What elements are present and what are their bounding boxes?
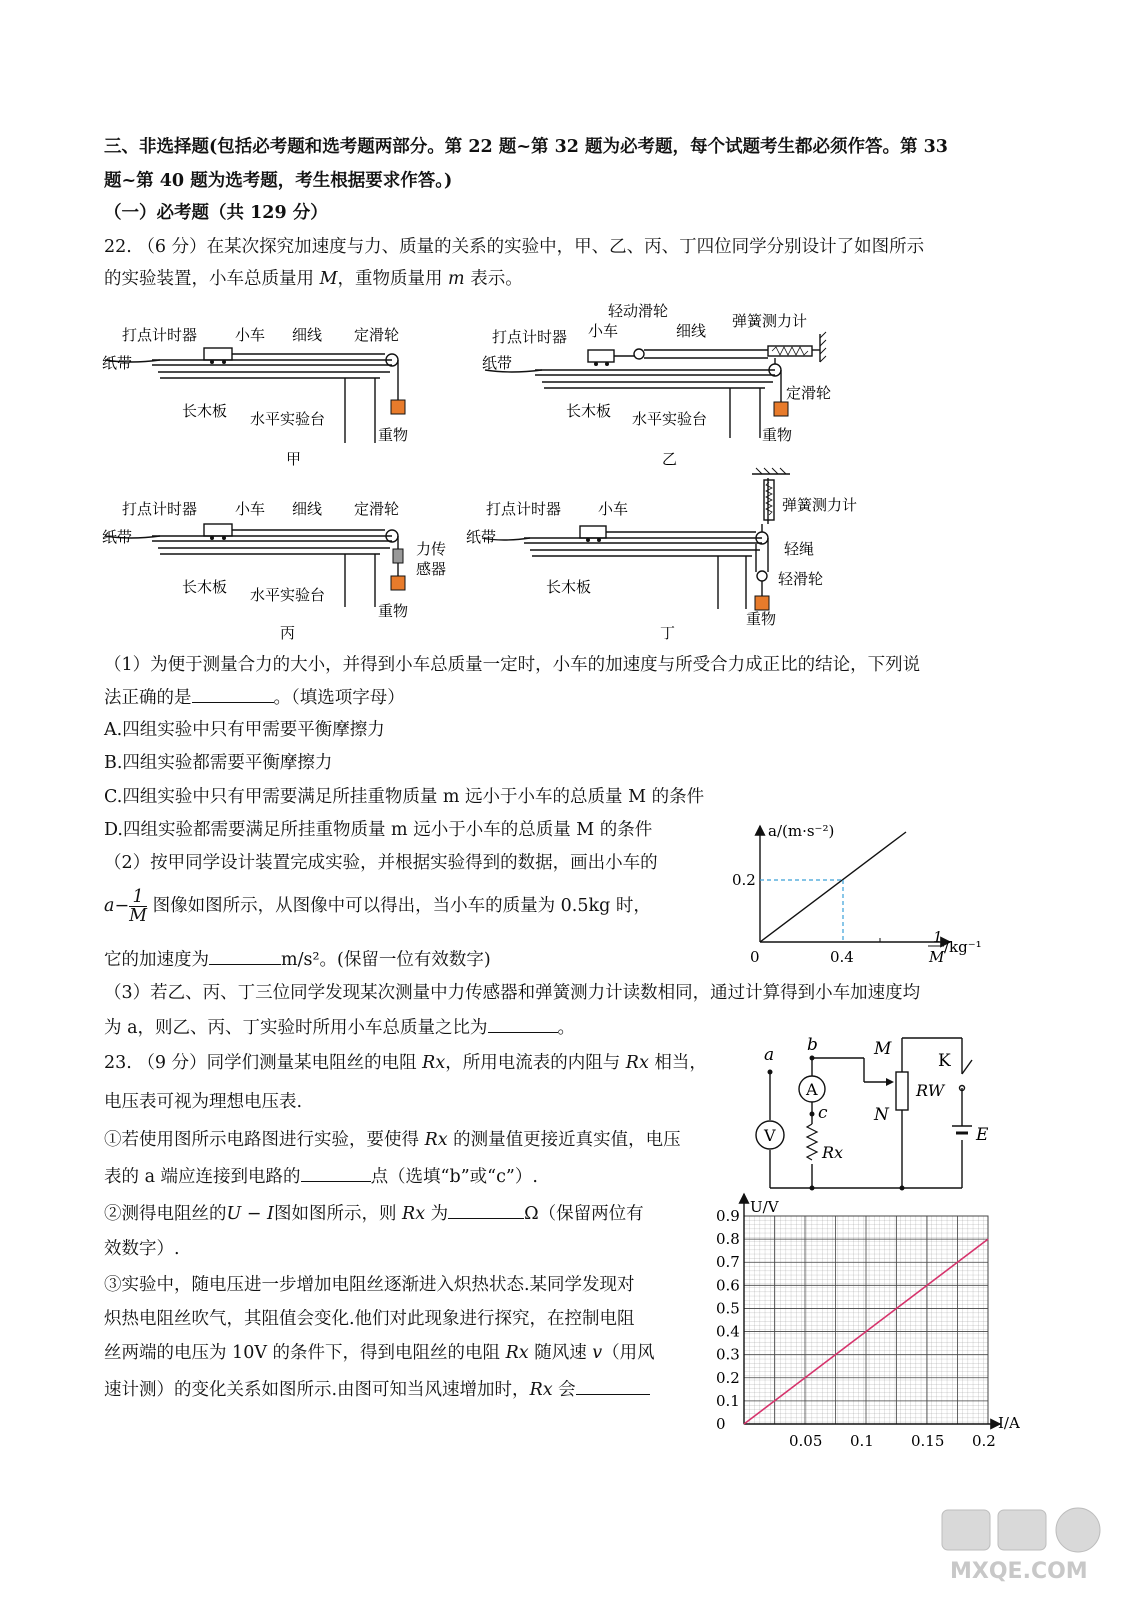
q22-option-a: A.四组实验中只有甲需要平衡摩擦力 xyxy=(104,720,385,740)
label-sensor-bing-2: 感器 xyxy=(416,560,447,578)
u-i-ytick-label: 0 xyxy=(716,1415,726,1433)
q22-p3-line1: （3）若乙、丙、丁三位同学发现某次测量中力传感器和弹簧测力计读数相同，通过计算得到小车加速度均 xyxy=(104,983,921,1003)
label-timer-jia: 打点计时器 xyxy=(122,326,198,344)
q23-step3-line4: 速计测）的变化关系如图所示.由图可知当风速增加时，Rx 会 xyxy=(104,1376,650,1403)
label-string-bing: 细线 xyxy=(292,500,323,518)
label-board-yi: 长木板 xyxy=(566,402,612,420)
label-weight-ding: 重物 xyxy=(746,610,777,628)
voltmeter-label: V xyxy=(764,1126,776,1145)
label-spring-scale-ding: 弹簧测力计 xyxy=(782,496,858,514)
label-tape-bing: 纸带 xyxy=(102,528,133,546)
label-cart-jia: 小车 xyxy=(235,326,266,344)
label-cart-bing: 小车 xyxy=(235,500,266,518)
a-graph-ytick: 0.2 xyxy=(732,871,756,889)
label-pulley-jia: 定滑轮 xyxy=(354,326,400,344)
a-vs-inverse-mass-graph xyxy=(730,818,1000,968)
q22-p1-line1: （1）为便于测量合力的大小，并得到小车总质量一定时，小车的加速度与所受合力成正比的结论，下列说 xyxy=(104,655,921,675)
u-i-xtick-label: 0.05 xyxy=(789,1432,823,1450)
u-i-ytick-label: 0.6 xyxy=(716,1276,740,1295)
q23-step3-line3: 丝两端的电压为 10V 的条件下，得到电阻丝的电阻 Rx 随风速 v（用风 xyxy=(104,1343,655,1363)
label-tape-jia: 纸带 xyxy=(102,354,133,372)
u-i-ytick-label: 0.5 xyxy=(716,1299,740,1318)
q23-line2: 电压表可视为理想电压表. xyxy=(104,1092,303,1112)
q22-p3-answer-blank[interactable] xyxy=(488,1014,558,1033)
label-tape-yi: 纸带 xyxy=(482,354,513,372)
u-i-ytick-label: 0.3 xyxy=(716,1345,740,1364)
weight-block-yi xyxy=(774,402,788,416)
switch-k-label: K xyxy=(938,1051,951,1071)
label-pulley-yi: 定滑轮 xyxy=(786,384,832,402)
q22-p1-line2: 法正确的是 。（填选项字母） xyxy=(104,684,405,711)
u-i-ytick-label: 0.1 xyxy=(716,1391,740,1410)
label-cart-ding: 小车 xyxy=(598,500,629,518)
node-m-label: M xyxy=(874,1039,892,1059)
u-i-xtick-label: 0.15 xyxy=(911,1432,945,1450)
label-table-jia: 水平实验台 xyxy=(250,410,326,428)
label-timer-yi: 打点计时器 xyxy=(492,328,568,346)
u-i-ylabel: U/V xyxy=(750,1198,779,1216)
q22-p2-line3: 它的加速度为 m/s²。(保留一位有效数字) xyxy=(104,946,491,973)
watermark-logo xyxy=(936,1506,1116,1586)
q22-p3-line2: 为 a，则乙、丙、丁实验时所用小车总质量之比为 。 xyxy=(104,1014,575,1041)
u-i-ytick-label: 0.9 xyxy=(716,1207,740,1225)
section-heading-line1: 三、非选择题(包括必考题和选考题两部分。第 22 题~第 32 题为必考题，每个试题考生都必须作答。第 33 xyxy=(104,137,948,157)
q22-option-c: C.四组实验中只有甲需要满足所挂重物质量 m 远小于小车的总质量 M 的条件 xyxy=(104,787,705,807)
label-board-bing: 长木板 xyxy=(182,578,228,596)
label-weight-yi: 重物 xyxy=(762,426,793,444)
node-a-label: a xyxy=(764,1045,775,1065)
q22-option-d: D.四组实验都需要满足所挂重物质量 m 远小于小车的总质量 M 的条件 xyxy=(104,820,653,840)
label-table-bing: 水平实验台 xyxy=(250,586,326,604)
a-graph-origin: 0 xyxy=(750,948,760,966)
label-timer-bing: 打点计时器 xyxy=(122,500,198,518)
u-i-ytick-label: 0.7 xyxy=(716,1253,740,1272)
label-rope-ding: 轻绳 xyxy=(784,540,815,558)
resistor-rx-symbol xyxy=(807,1124,817,1160)
q23-step3-line2: 炽热电阻丝吹气，其阻值会变化.他们对此现象进行探究，在控制电阻 xyxy=(104,1309,635,1329)
u-i-xtick-label: 0.2 xyxy=(972,1432,996,1450)
weight-block-jia xyxy=(391,400,405,414)
q22-intro-line2: 的实验装置，小车总质量用 M，重物质量用 m 表示。 xyxy=(104,269,523,289)
q23-step2-line1: ②测得电阻丝的U − I图如图所示，则 Rx 为 Ω（保留两位有 xyxy=(104,1200,644,1227)
ammeter-label: A xyxy=(806,1080,818,1099)
q22-option-b: B.四组实验都需要平衡摩擦力 xyxy=(104,753,333,773)
label-string-yi: 细线 xyxy=(676,322,707,340)
a-graph-xtick: 0.4 xyxy=(830,948,854,966)
apparatus-figure-jia xyxy=(100,318,430,468)
q22-p1-answer-blank[interactable] xyxy=(192,684,274,703)
rheostat-rw-label: RW xyxy=(916,1081,945,1100)
caption-yi: 乙 xyxy=(662,450,678,468)
u-i-ytick-label: 0.4 xyxy=(716,1322,740,1341)
u-i-xlabel: I/A xyxy=(998,1414,1020,1432)
q23-step2-line2: 效数字）. xyxy=(104,1239,180,1259)
a-graph-xlabel-unit: /kg⁻¹ xyxy=(944,938,982,956)
apparatus-figure-yi xyxy=(480,298,850,468)
a-graph-ylabel: a/(m·s⁻²) xyxy=(768,822,835,840)
q23-step1-line1: ①若使用图所示电路图进行实验，要使得 Rx 的测量值更接近真实值，电压 xyxy=(104,1130,681,1150)
caption-ding: 丁 xyxy=(660,624,676,642)
q23-step3-answer-blank[interactable] xyxy=(576,1376,650,1395)
force-sensor-bing xyxy=(393,549,403,563)
u-i-graph xyxy=(700,1190,1030,1450)
rheostat-symbol xyxy=(896,1072,908,1110)
resistor-rx-label: Rx xyxy=(822,1143,844,1162)
q23-step1-line2: 表的 a 端应连接到电路的 点（选填“b”或“c”）. xyxy=(104,1163,538,1190)
node-c-label: c xyxy=(818,1103,828,1123)
q22-p2-line2: a− $\frac{1}{M}$ 图像如图所示，从图像中可以得出，当小车的质量为 0.5kg 时， xyxy=(104,887,651,926)
caption-jia: 甲 xyxy=(286,450,302,468)
q23-line1: 23. （9 分）同学们测量某电阻丝的电阻 Rx，所用电流表的内阻与 Rx 相当， xyxy=(104,1053,707,1073)
q23-step1-answer-blank[interactable] xyxy=(301,1163,371,1182)
a-graph-xlabel-num: 1 xyxy=(933,928,943,946)
label-sensor-bing-1: 力传 xyxy=(416,540,447,558)
q22-p2-answer-blank[interactable] xyxy=(209,946,281,965)
subsection-heading: （一）必考题（共 129 分） xyxy=(104,203,328,223)
u-i-ytick-label: 0.2 xyxy=(716,1368,740,1387)
label-movable-pulley-yi: 轻动滑轮 xyxy=(608,302,669,320)
watermark-text: MXQE.COM xyxy=(950,1559,1088,1584)
label-timer-ding: 打点计时器 xyxy=(486,500,562,518)
label-table-yi: 水平实验台 xyxy=(632,410,708,428)
battery-e-label: E xyxy=(976,1125,989,1145)
label-pulley-bing: 定滑轮 xyxy=(354,500,400,518)
label-string-jia: 细线 xyxy=(292,326,323,344)
weight-block-ding xyxy=(755,596,769,610)
label-cart-yi: 小车 xyxy=(588,322,619,340)
q22-intro-line1: 22. （6 分）在某次探究加速度与力、质量的关系的实验中，甲、乙、丙、丁四位同学分别设计了如图所示 xyxy=(104,237,925,257)
a-graph-xlabel-den: M xyxy=(929,948,945,966)
circuit-diagram xyxy=(752,1030,1002,1195)
u-i-ytick-label: 0.8 xyxy=(716,1230,740,1249)
node-n-label: N xyxy=(874,1105,889,1125)
a-graph-line xyxy=(760,832,906,942)
apparatus-figure-bing xyxy=(100,492,470,647)
label-board-jia: 长木板 xyxy=(182,402,228,420)
node-b-label: b xyxy=(807,1035,818,1055)
label-board-ding: 长木板 xyxy=(546,578,592,596)
label-tape-ding: 纸带 xyxy=(466,528,497,546)
u-i-xtick-label: 0.1 xyxy=(850,1432,874,1450)
label-spring-scale-yi: 弹簧测力计 xyxy=(732,312,808,330)
q23-step3-line1: ③实验中，随电压进一步增加电阻丝逐渐进入炽热状态.某同学发现对 xyxy=(104,1275,635,1295)
fraction-one-over-M: $\frac{1}{M}$ xyxy=(129,887,148,926)
q22-p2-line1: （2）按甲同学设计装置完成实验，并根据实验得到的数据，画出小车的 xyxy=(104,853,658,873)
section-heading-line2: 题~第 40 题为选考题，考生根据要求作答。) xyxy=(104,171,453,191)
apparatus-figure-ding xyxy=(466,464,880,649)
caption-bing: 丙 xyxy=(280,624,296,642)
q23-step2-answer-blank[interactable] xyxy=(448,1200,524,1219)
label-weight-jia: 重物 xyxy=(378,426,409,444)
label-light-pulley-ding: 轻滑轮 xyxy=(778,570,824,588)
weight-block-bing xyxy=(391,576,405,590)
label-weight-bing: 重物 xyxy=(378,602,409,620)
